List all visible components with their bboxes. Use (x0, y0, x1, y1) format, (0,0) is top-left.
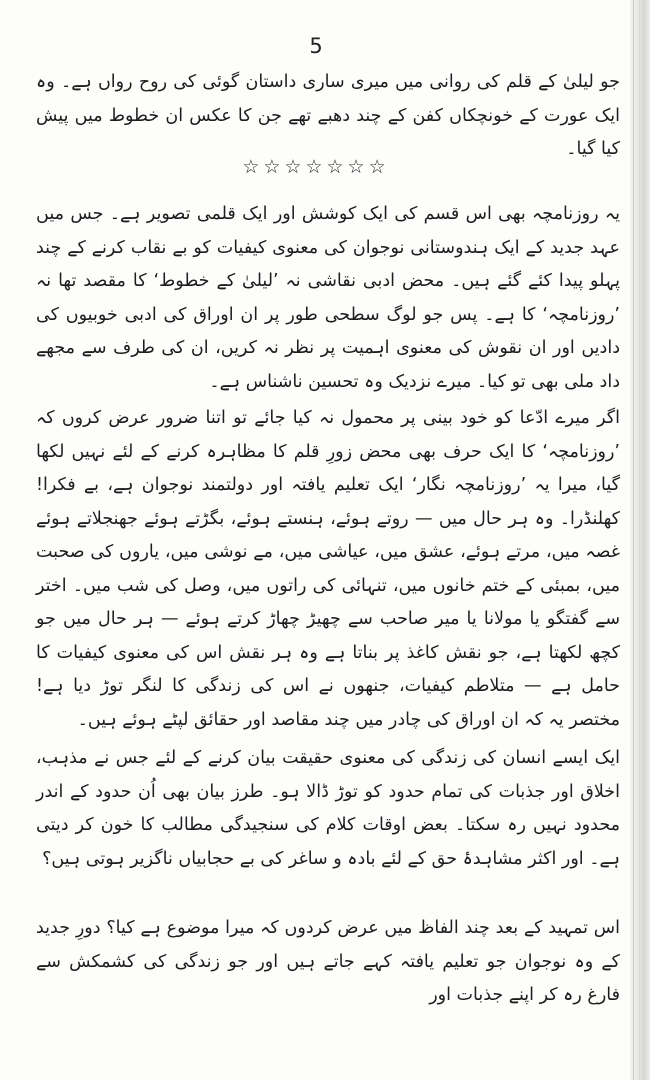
paragraph-intro: جو لیلیٰ کے قلم کی روانی میں میری ساری داستان گوئی کی روح رواں ہے۔ وہ ایک عورت کے خونچکاں کفن کے چند دھبے تھے جن کا عکس ان خطوط میں پیش کیا گیا۔ (36, 72, 620, 159)
paragraph-style: ایک ایسے انسان کی زندگی کی معنوی حقیقت بیان کرنے کے لئے جس نے مذہب، اخلاق اور جذبات کی تمام حدود کو توڑ ڈالا ہو۔ طرز بیان بھی اُن حدود کے اندر محدود نہیں رہ سکتا۔ بعض اوقات کلام کی سنجیدگی مطالب کا خون کر دیتی ہے۔ اور اکثر مشاہدۂ حق کے لئے بادہ و ساغر کی بے حجابیاں ناگزیر ہوتی ہیں؟ (36, 748, 620, 869)
page-edge-line (633, 0, 634, 1080)
paragraph-subject: اس تمہید کے بعد چند الفاظ میں عرض کردوں کہ میرا موضوع ہے کیا؟ دورِ جدید کے وہ نوجوان جو تعلیم یافتہ کہے جاتے ہیں اور جو زندگی کی کشمکش سے فارغ رہ کر اپنے جذبات اور (36, 918, 620, 1005)
paragraph-roznamcha: یہ روزنامچہ بھی اس قسم کی ایک کوشش اور ایک قلمی تصویر ہے۔ جس میں عہد جدید کے ایک ہندوستانی نوجوان کی معنوی کیفیات کو بے نقاب کرنے کے چند پہلو پیدا کئے گئے ہیں۔ محض ادبی نقاشی نہ ’لیلیٰ کے خطوط‘ کا مقصد تھا نہ ’روزنامچہ‘ کا ہے۔ پس جو لوگ سطحی طور پر ان اوراق کی ادبی خوبیوں کی دادیں اور ان نقوش کی معنوی اہمیت پر نظر نہ کریں، ان کی طرف سے مجھے داد ملی بھی تو کیا۔ میرے نزدیک وہ تحسین ناشناس ہے۔ (36, 204, 620, 392)
star-separator: ☆☆☆☆☆☆☆ (242, 156, 390, 178)
page-number: 5 (309, 34, 323, 58)
page-edge-line (639, 0, 640, 1080)
paragraph-claim: اگر میرے ادّعا کو خود بینی پر محمول نہ کیا جائے تو اتنا ضرور عرض کروں کہ ’روزنامچہ‘ کا ایک حرف بھی محض زورِ قلم کا مظاہرہ کرنے کے لئے نہیں لکھا گیا، میرا یہ ’روزنامچہ نگار‘ ایک تعلیم یافتہ اور دولتمند نوجوان ہے، بے فکرا! کھلنڈرا۔ وہ ہر حال میں — روتے ہوئے، ہنستے ہوئے، بگڑتے ہوئے جھنجلاتے ہوئے غصہ میں، مرتے ہوئے، عشق میں، عیاشی میں، مے نوشی میں، یاروں کی صحبت میں، بمبئی کے ختم خانوں میں، تنہائی کی راتوں میں، وصل کی شب میں۔ اختر سے گفتگو یا مولانا یا میر صاحب سے چھیڑ چھاڑ کرتے ہوئے — ہر حال میں جو کچھ لکھتا ہے، جو نقش کاغذ پر بناتا ہے وہ ہر نقش اس کی معنوی کیفیات کا حامل ہے — متلاطم کیفیات، جنھوں نے اس کی زندگی کا لنگر توڑ دیا ہے! مختصر یہ کہ ان اوراق کی چادر میں چند مقاصد اور حقائق لپٹے ہوئے ہیں۔ (36, 408, 620, 730)
